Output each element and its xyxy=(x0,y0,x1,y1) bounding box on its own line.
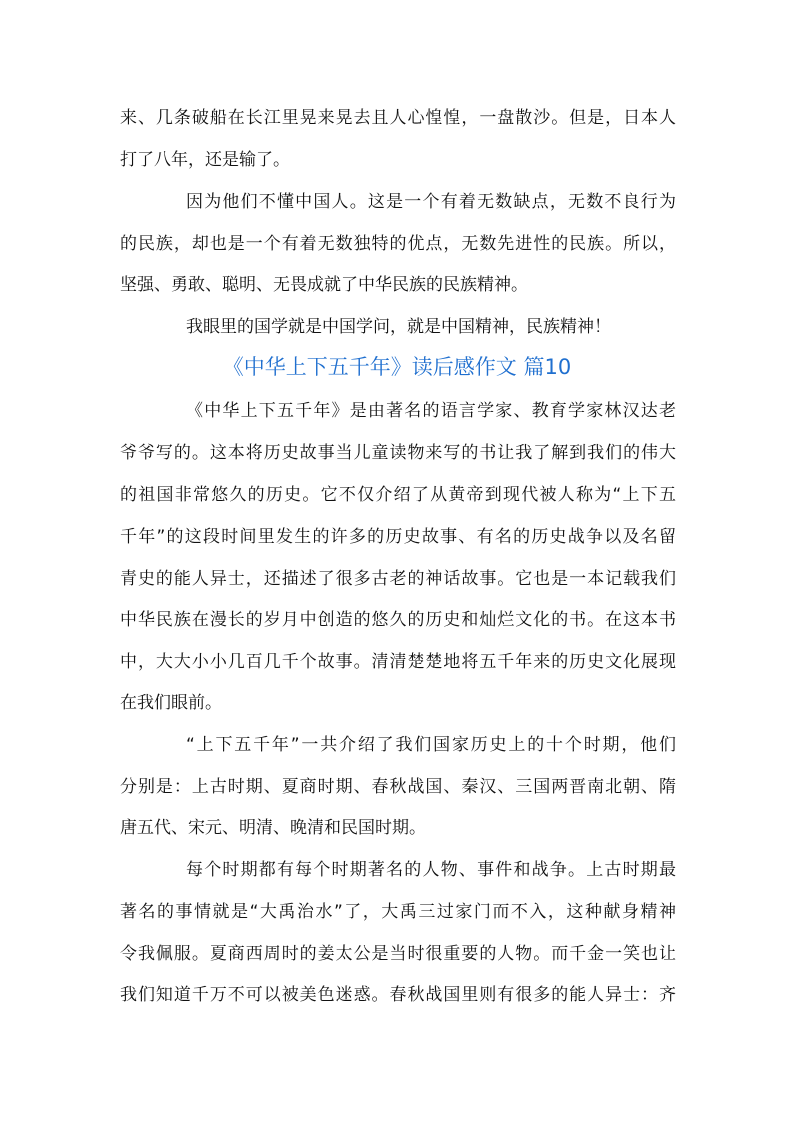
paragraph-line: 爷爷写的。这本将历史故事当儿童读物来写的书让我了解到我们的伟大 xyxy=(120,443,676,463)
paragraph-line: 青史的能人异士，还描述了很多古老的神话故事。它也是一本记载我们 xyxy=(120,569,676,589)
paragraph-line: 在我们眼前。 xyxy=(120,693,222,713)
paragraph-line: 中华民族在漫长的岁月中创造的悠久的历史和灿烂文化的书。在这本书 xyxy=(120,610,676,630)
paragraph-line: 千年”的这段时间里发生的许多的历史故事、有名的历史战争以及名留 xyxy=(120,527,676,547)
paragraph-line: 因为他们不懂中国人。这是一个有着无数缺点，无数不良行为 xyxy=(186,192,676,212)
paragraph-line: 著名的事情就是“大禹治水”了，大禹三过家门而不入，这种献身精神 xyxy=(120,902,676,922)
paragraph-line: 中，大大小小几百几千个故事。清清楚楚地将五千年来的历史文化展现 xyxy=(120,652,676,672)
paragraph-line: 每个时期都有每个时期著名的人物、事件和战争。上古时期最 xyxy=(186,860,676,880)
paragraph-line: 《中华上下五千年》是由著名的语言学家、教育学家林汉达老 xyxy=(186,401,676,421)
paragraph-line: 我们知道千万不可以被美色迷惑。春秋战国里则有很多的能人异士：齐 xyxy=(120,985,676,1005)
paragraph-line: 来、几条破船在长江里晃来晃去且人心惶惶，一盘散沙。但是，日本人 xyxy=(120,108,676,128)
paragraph-line: 我眼里的国学就是中国学问，就是中国精神，民族精神！ xyxy=(186,317,611,337)
paragraph-line: 的民族，却也是一个有着无数独特的优点，无数先进性的民族。所以， xyxy=(120,234,676,254)
paragraph-line: 的祖国非常悠久的历史。它不仅介绍了从黄帝到现代被人称为“上下五 xyxy=(120,485,676,505)
paragraph-line: 分别是：上古时期、夏商时期、春秋战国、秦汉、三国两晋南北朝、隋 xyxy=(120,777,676,797)
paragraph-line: 令我佩服。夏商西周时的姜太公是当时很重要的人物。而千金一笑也让 xyxy=(120,944,676,964)
paragraph-line: “上下五千年”一共介绍了我们国家历史上的十个时期，他们 xyxy=(186,735,676,755)
paragraph-line: 坚强、勇敢、聪明、无畏成就了中华民族的民族精神。 xyxy=(120,275,528,295)
section-heading: 《中华上下五千年》读后感作文 篇10 xyxy=(222,355,572,379)
paragraph-line: 唐五代、宋元、明清、晚清和民国时期。 xyxy=(120,818,426,838)
paragraph-line: 打了八年，还是输了。 xyxy=(120,150,290,170)
